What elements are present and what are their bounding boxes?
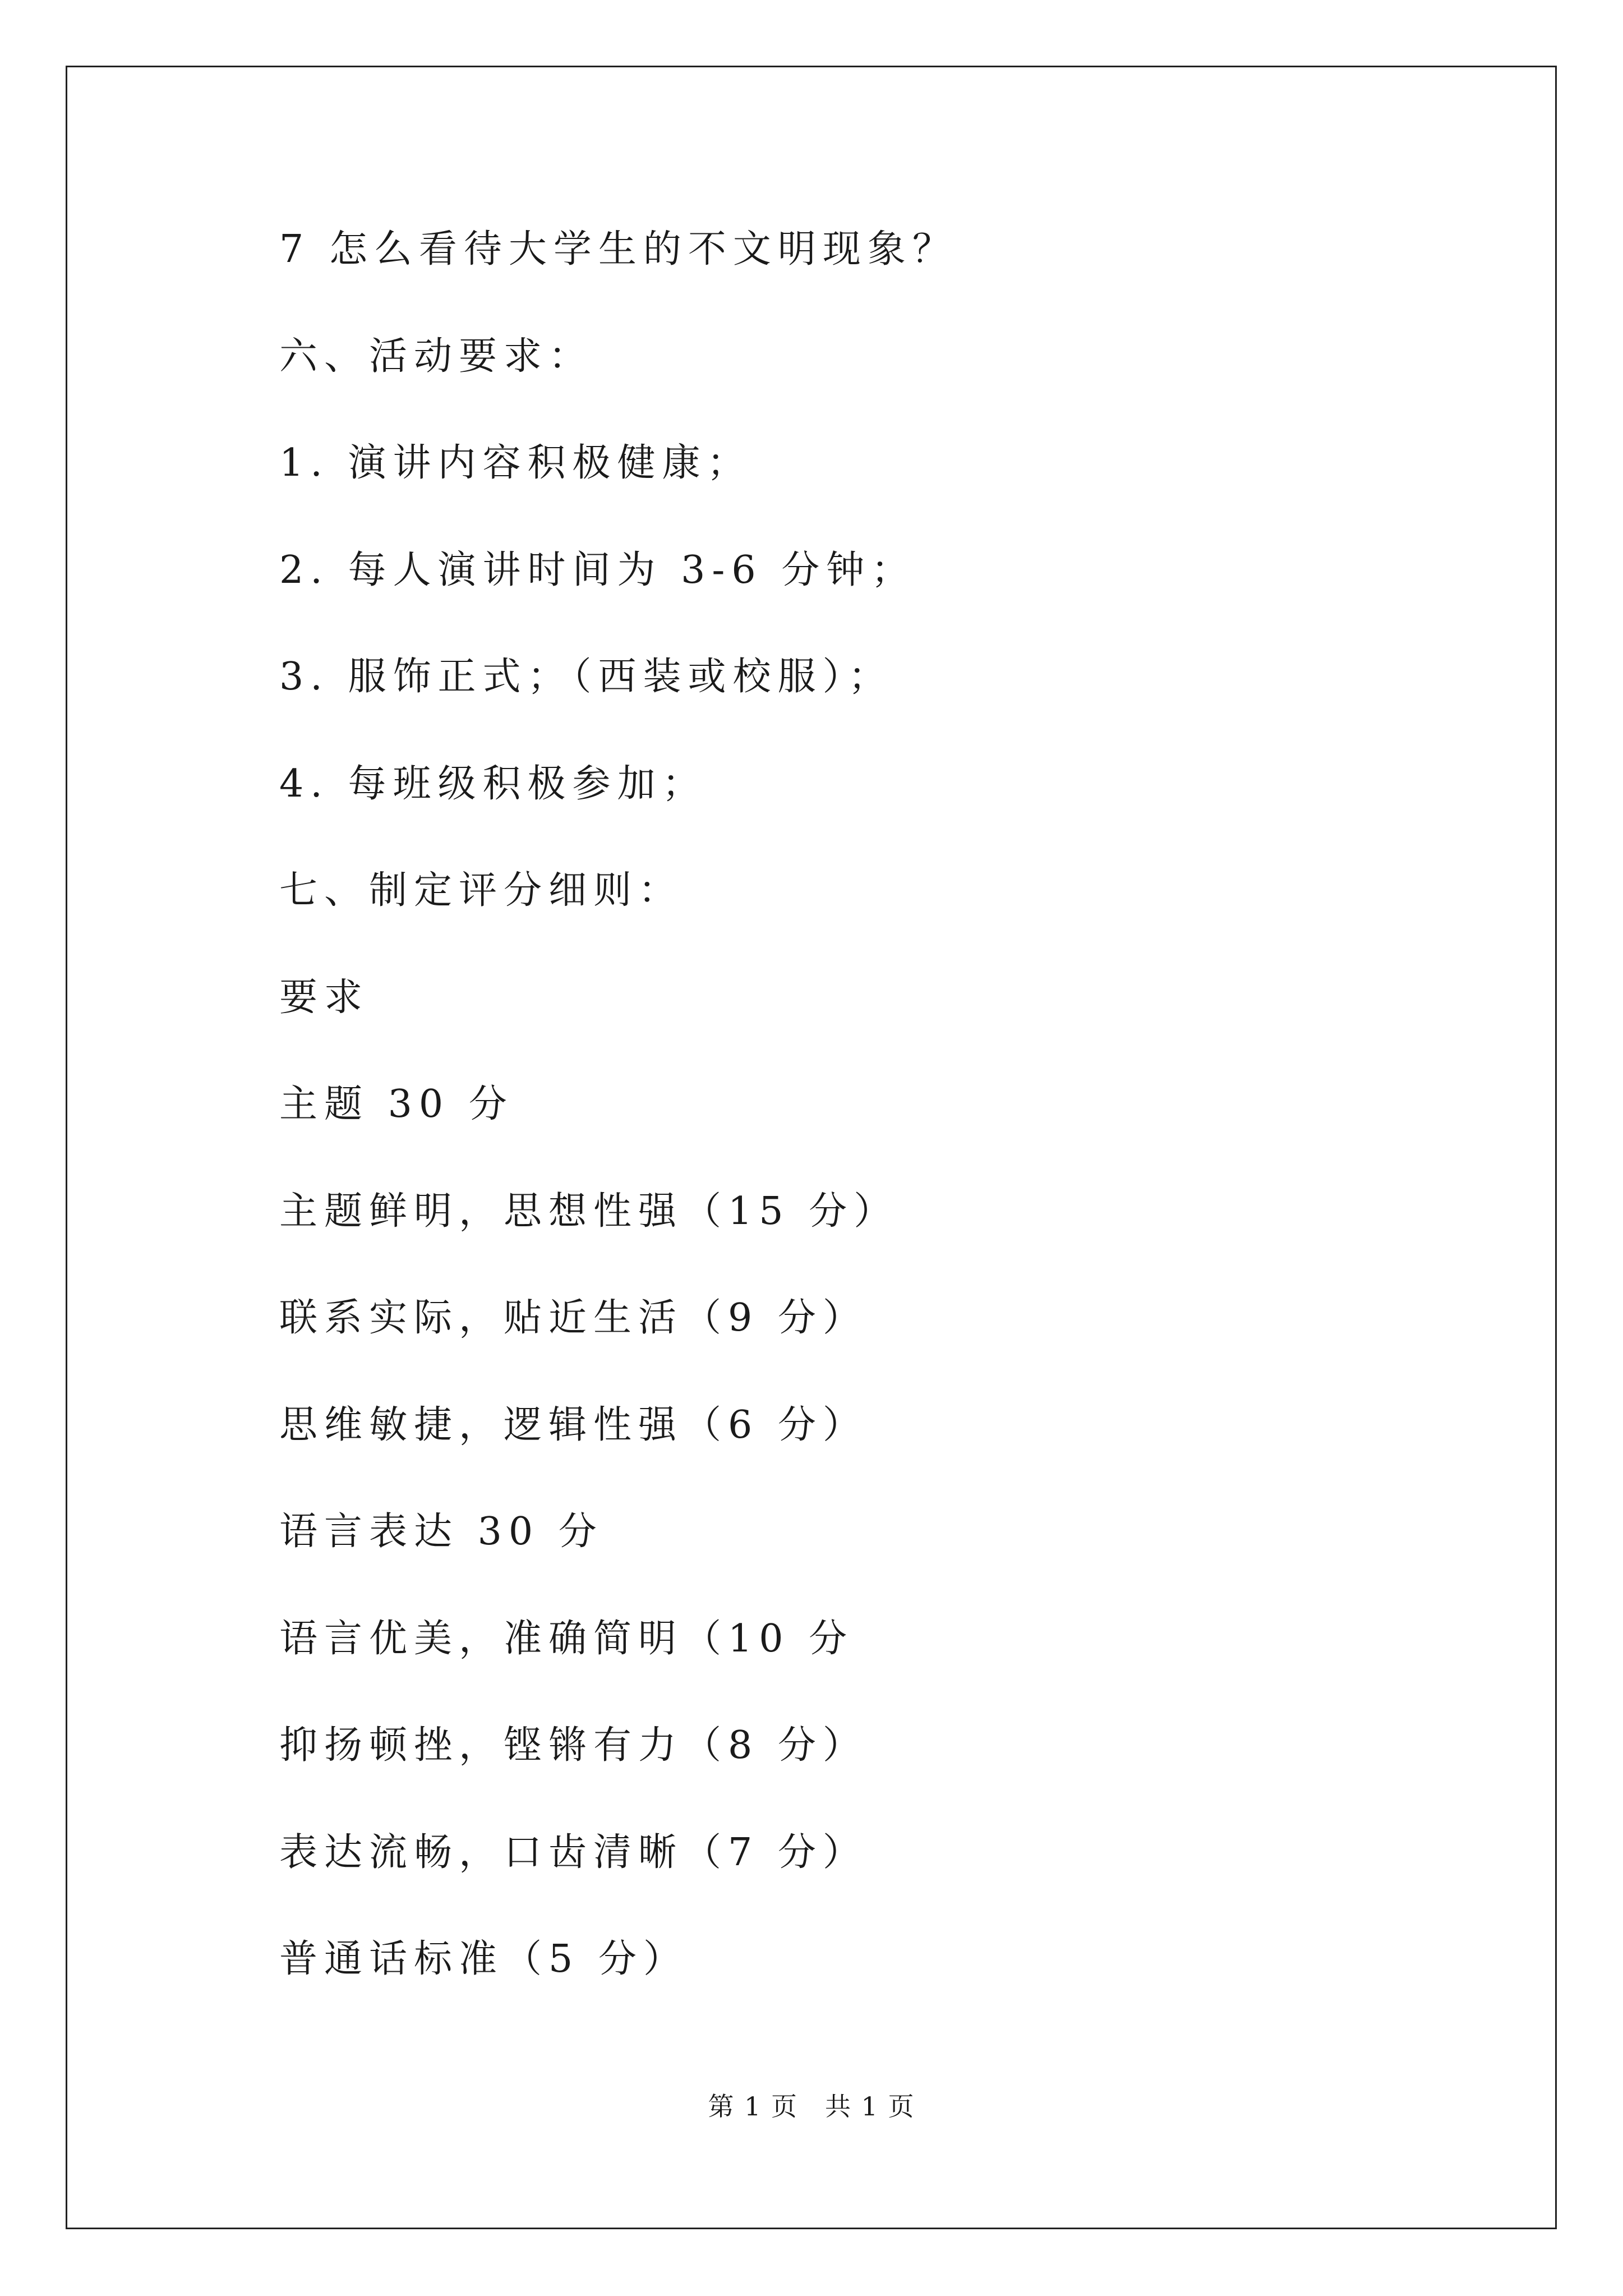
criteria-item: 表达流畅，口齿清晰（7 分） <box>279 1830 868 1875</box>
criteria-heading: 语言表达 30 分 <box>279 1510 603 1554</box>
document-body <box>279 213 1485 2030</box>
criteria-item: 主题鲜明，思想性强（15 分） <box>279 1189 899 1234</box>
list-item: 1. 演讲内容积极健康； <box>279 441 752 485</box>
criteria-heading: 主题 30 分 <box>279 1082 514 1126</box>
body-line: 7 怎么看待大学生的不文明现象？ <box>279 227 957 272</box>
list-item: 2. 每人演讲时间为 3-6 分钟； <box>279 547 916 592</box>
list-item: 4. 每班级积极参加； <box>279 761 707 806</box>
criteria-item: 思维敏捷，逻辑性强（6 分） <box>279 1402 868 1447</box>
section-heading: 六、活动要求： <box>279 334 594 379</box>
criteria-item: 语言优美，准确简明（10 分 <box>279 1616 854 1661</box>
criteria-item: 联系实际，贴近生活（9 分） <box>279 1296 868 1340</box>
section-heading: 七、制定评分细则： <box>279 868 684 913</box>
list-item: 3. 服饰正式；（西装或校服）； <box>279 655 893 699</box>
body-line: 要求 <box>279 975 370 1020</box>
criteria-item: 普通话标准（5 分） <box>279 1937 688 1981</box>
criteria-item: 抑扬顿挫，铿锵有力（8 分） <box>279 1723 868 1768</box>
page-footer: 第 1 页 共 1 页 <box>708 2091 915 2122</box>
